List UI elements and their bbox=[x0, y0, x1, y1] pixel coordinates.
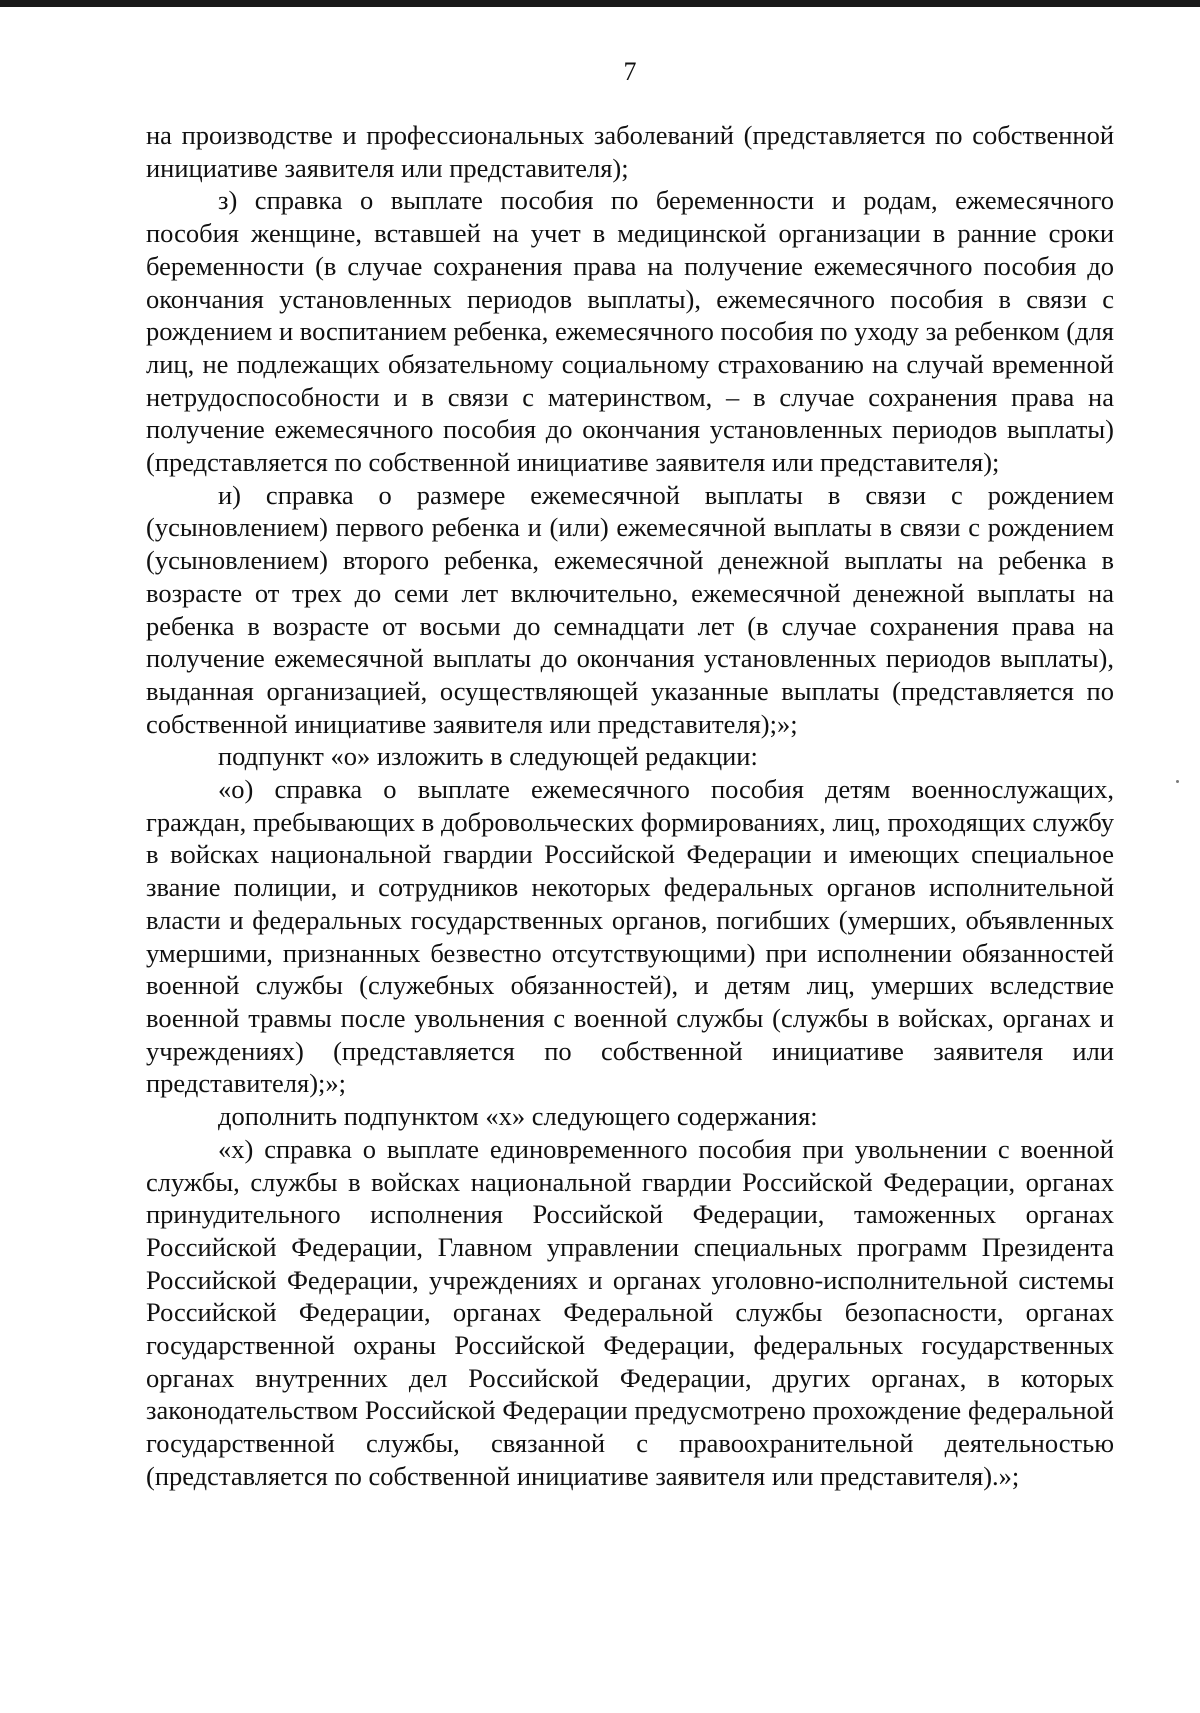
scan-speck bbox=[1176, 780, 1179, 783]
paragraph-item-z: з) справка о выплате пособия по беременности и родам, ежемесячного пособия женщине, вставшей на учет в медицинской организации в ранние сроки беременности (в случае сохранения права на получение ежемесячного пособия до окончания установленных периодов выплаты), ежемесячного пособия в связи с рождением и воспитанием ребенка, ежемесячного пособия по уходу за ребенком (для лиц, не подлежащих обязательному социальному страхованию на случай временной нетрудоспособности и в связи с материнством, – в случае сохранения права на получение ежемесячного пособия до окончания установленных периодов выплаты) (представляется по собственной инициативе заявителя или представителя); bbox=[146, 185, 1114, 478]
paragraph-item-i: и) справка о размере ежемесячной выплаты в связи с рождением (усыновлением) первого ребенка и (или) ежемесячной выплаты в связи с рождением (усыновлением) второго ребенка, ежемесячной денежной выплаты на ребенка в возрасте от трех до семи лет включительно, ежемесячной денежной выплаты на ребенка в возрасте от восьми до семнадцати лет (в случае сохранения права на получение ежемесячной выплаты до окончания установленных периодов выплаты), выданная организацией, осуществляющей указанные выплаты (представляется по собственной инициативе заявителя или представителя);»; bbox=[146, 479, 1114, 739]
paragraph-instruction-subitem-o: подпункт «о» изложить в следующей редакции: bbox=[218, 741, 758, 772]
document-body bbox=[146, 119, 1114, 1493]
page-number: 7 bbox=[623, 57, 637, 86]
paragraph-item-kh: «х) справка о выплате единовременного пособия при увольнении с военной службы, службы в войсках национальной гвардии Российской Федерации, органах принудительного исполнения Российской Федерации, таможенных органах Российской Федерации, Главном управлении специальных программ Президента Российской Федерации, учреждениях и органах уголовно-исполнительной системы Российской Федерации, органах Федеральной службы безопасности, органах государственной охраны Российской Федерации, федеральных государственных органах внутренних дел Российской Федерации, других органах, в которых законодательством Российской Федерации предусмотрено прохождение федеральной государственной службы, связанной с правоохранительной деятельностью (представляется по собственной инициативе заявителя или представителя).»; bbox=[146, 1133, 1114, 1491]
paragraph-item-o: «о) справка о выплате ежемесячного пособия детям военнослужащих, граждан, пребывающих в добровольческих формированиях, лиц, проходящих службу в войсках национальной гвардии Российской Федерации и имеющих специальное звание полиции, и сотрудников некоторых федеральных органов исполнительной власти и федеральных государственных органов, погибших (умерших, объявленных умершими, признанных безвестно отсутствующими) при исполнении обязанностей военной службы (служебных обязанностей), и детям лиц, умерших вследствие военной травмы после увольнения с военной службы (службы в войсках, органах и учреждениях) (представляется по собственной инициативе заявителя или представителя);»; bbox=[146, 774, 1114, 1099]
paragraph-continuation: на производстве и профессиональных заболеваний (представляется по собственной инициативе заявителя или представителя); bbox=[146, 120, 1114, 183]
paragraph-instruction-subitem-kh: дополнить подпунктом «х» следующего содержания: bbox=[218, 1101, 818, 1132]
